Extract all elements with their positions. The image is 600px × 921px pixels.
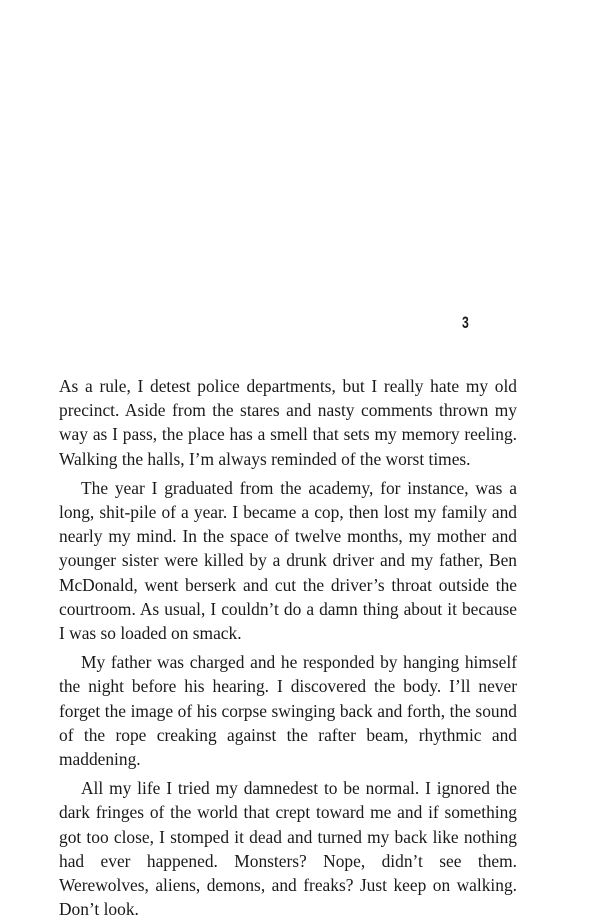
chapter-number: 3 [462, 313, 469, 332]
paragraph-2: The year I graduated from the academy, for instance, was a long, shit-pile of a year. I became a cop, then lost my family and nearly my mind. In the space of twelve months, my mother and younger sister were killed by a drunk driver and my father, Ben McDonald, went berserk and cut the driver’s throat outside the courtroom. As usual, I couldn’t do a damn thing about it because I was so loaded on smack. [59, 477, 517, 644]
paragraph-3: My father was charged and he responded by hanging himself the night before his hearing. I discovered the body. I’ll never forget the image of his corpse swinging back and forth, the sound of the rope creaking against the rafter beam, rhythmic and maddening. [59, 652, 517, 770]
paragraph-1: As a rule, I detest police departments, but I really hate my old precinct. Aside from the stares and nasty comments thrown my way as I pass, the place has a smell that sets my memory reeling. Walking the halls, I’m always reminded of the worst times. [59, 376, 517, 469]
paragraph-4: All my life I tried my damnedest to be normal. I ignored the dark fringes of the world that crept toward me and if something got too close, I stomped it dead and turned my back like nothing had ever happened. Monsters? Nope, didn’t see them. Werewolves, aliens, demons, and freaks? Just keep on walking. Don’t look. [59, 778, 517, 920]
chapter-body-text [59, 374, 517, 921]
